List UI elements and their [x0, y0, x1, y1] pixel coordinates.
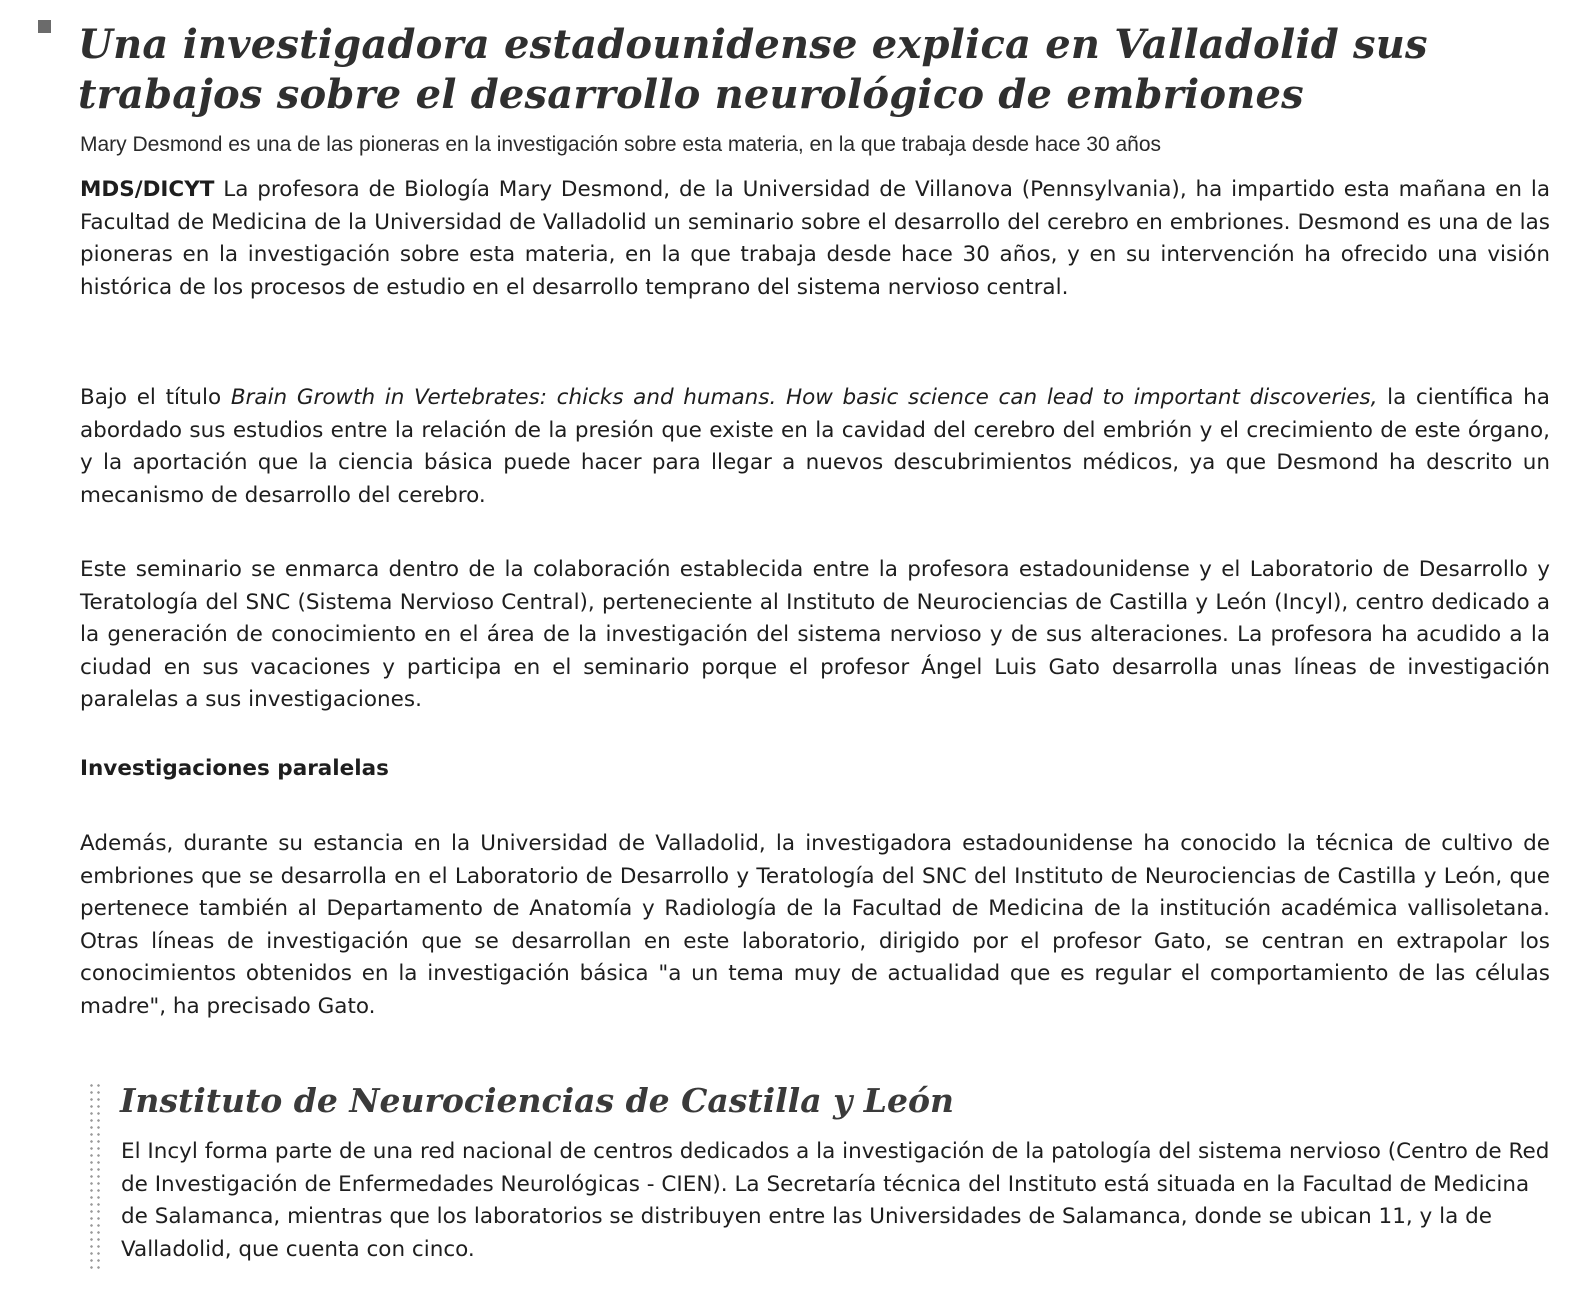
section-heading: Investigaciones paralelas	[80, 756, 389, 781]
article-byline: MDS/DICYT	[80, 177, 215, 202]
article-paragraph-3: Este seminario se enmarca dentro de la colaboración establecida entre la profesora estadounidense y el Laboratorio de Desarrollo y Teratología del SNC (Sistema Nervioso Central), perteneciente al Instituto de Neurociencias de Castilla y León (Incyl), centro dedicado a la generación de conocimiento en el área de la investigación del sistema nervioso y de sus alteraciones. La profesora ha acudido a la ciudad en sus vacaciones y participa en el seminario porque el profesor Ángel Luis Gato desarrolla unas líneas de investigación paralelas a sus investigaciones.	[80, 557, 1550, 713]
paragraph-2-rest: la científica ha abordado sus estudios entre la relación de la presión que existe en la cavidad del cerebro del embrión y el crecimiento de este órgano, y la aportación que la ciencia básica puede hacer para llegar a nuevos descubrimientos médicos, ya que Desmond ha descrito un mecanismo de desarrollo del cerebro.	[80, 385, 1550, 508]
article-paragraph-2	[80, 382, 1550, 512]
article-subheadline: Mary Desmond es una de las pioneras en la investigación sobre esta materia, en la que trabaja desde hace 30 años	[80, 133, 1161, 156]
dotted-border	[88, 1082, 102, 1272]
paragraph-1-text: La profesora de Biología Mary Desmond, de la Universidad de Villanova (Pennsylvania), ha impartido esta mañana en la Facultad de Medicina de la Universidad de Valladolid un seminario sobre el desarrollo del cerebro en embriones. Desmond es una de las pioneras en la investigación sobre esta materia, en la que trabaja desde hace 30 años, y en su intervención ha ofrecido una visión histórica de los procesos de estudio en el desarrollo temprano del sistema nervioso central.	[80, 177, 1550, 300]
article-paragraph-1	[80, 174, 1550, 304]
paragraph-2-lead: Bajo el título	[80, 385, 222, 410]
sidebar-box-text: El Incyl forma parte de una red nacional de centros dedicados a la investigación de la patología del sistema nervioso (Centro de Red de Investigación de Enfermedades Neurológicas - CIEN). La Secretaría técnica del Instituto está situada en la Facultad de Medicina de Salamanca, mientras que los laboratorios se distribuyen entre las Universidades de Salamanca, donde se ubican 11, y la de Valladolid, que cuenta con cinco.	[121, 1139, 1550, 1262]
sidebar-box-title: Instituto de Neurociencias de Castilla y León	[120, 1081, 954, 1120]
seminar-title: Brain Growth in Vertebrates: chicks and humans. How basic science can lead to important discoveries,	[230, 385, 1378, 410]
article-headline: Una investigadora estadounidense explica en Valladolid sus trabajos sobre el desarrollo neurológico de embriones	[78, 21, 1428, 118]
square-bullet-icon	[38, 20, 51, 33]
article-paragraph-4: Además, durante su estancia en la Universidad de Valladolid, la investigadora estadounidense ha conocido la técnica de cultivo de embriones que se desarrolla en el Laboratorio de Desarrollo y Teratología del SNC del Instituto de Neurociencias de Castilla y León, que pertenece también al Departamento de Anatomía y Radiología de la Facultad de Medicina de la institución académica vallisoletana. Otras líneas de investigación que se desarrollan en este laboratorio, dirigido por el profesor Gato, se centran en extrapolar los conocimientos obtenidos en la investigación básica "a un tema muy de actualidad que es regular el comportamiento de las células madre", ha precisado Gato.	[80, 831, 1550, 1019]
